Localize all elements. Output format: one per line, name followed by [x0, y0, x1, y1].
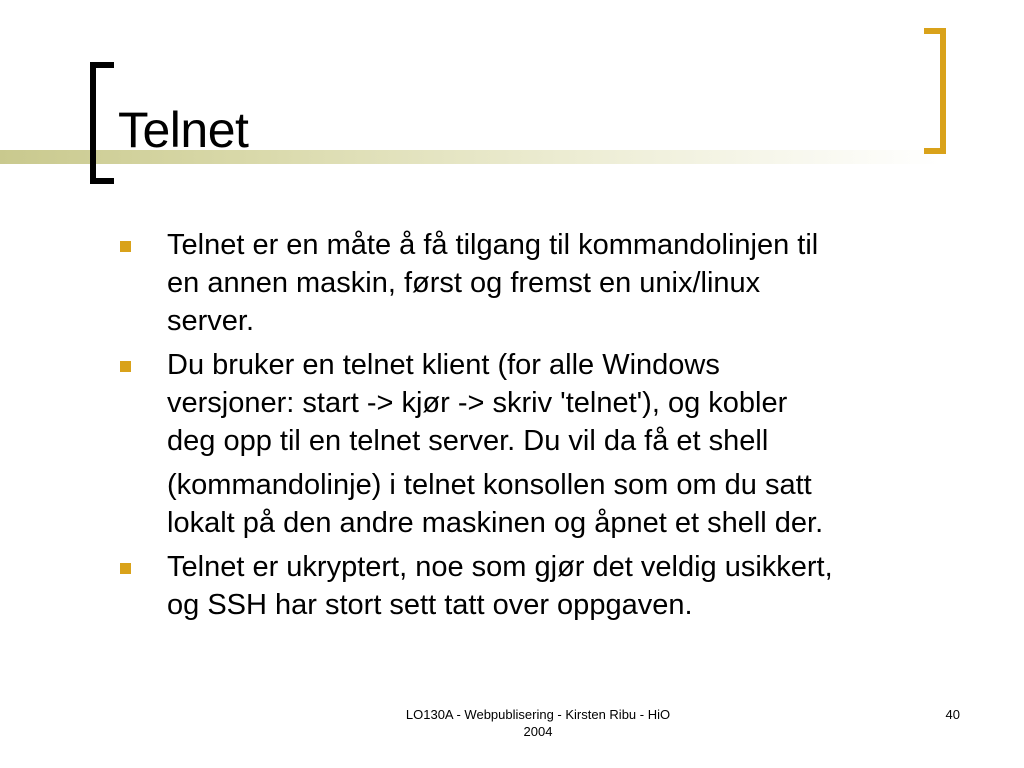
- bullet-item: [0, 226, 967, 340]
- bullet-text-line: (kommandolinje) i telnet konsollen som om du satt: [167, 469, 812, 501]
- bullet-item: [0, 548, 967, 624]
- bullet-text-line: versjoner: start -> kjør -> skriv 'telnet'), og kobler: [167, 387, 788, 419]
- footer-line: LO130A - Webpublisering - Kirsten Ribu - HiO: [405, 707, 671, 722]
- bullet-item: [0, 346, 967, 542]
- right-bracket-decoration: [924, 28, 946, 154]
- bullet-text-line: Telnet er en måte å få tilgang til kommandolinjen til: [167, 229, 819, 261]
- slide-title: Telnet: [118, 102, 249, 158]
- page-number: 40: [945, 707, 960, 722]
- square-bullet-icon: [120, 361, 131, 372]
- bullet-text-line: Du bruker en telnet klient (for alle Windows: [167, 349, 720, 381]
- bullet-list: [0, 226, 1024, 630]
- bullet-text-line: server.: [167, 305, 255, 337]
- square-bullet-icon: [120, 241, 131, 252]
- bullet-text-line: en annen maskin, først og fremst en unix/linux: [167, 267, 761, 299]
- slide-footer: [380, 706, 696, 740]
- bullet-text-line: og SSH har stort sett tatt over oppgaven.: [167, 589, 693, 621]
- footer-line: 2004: [523, 724, 553, 739]
- left-bracket-decoration: [90, 62, 114, 184]
- bullet-text-line: Telnet er ukryptert, noe som gjør det veldig usikkert,: [167, 551, 833, 583]
- square-bullet-icon: [120, 563, 131, 574]
- bullet-text-line: deg opp til en telnet server. Du vil da få et shell: [167, 425, 769, 457]
- bullet-text-line: lokalt på den andre maskinen og åpnet et shell der.: [167, 507, 824, 539]
